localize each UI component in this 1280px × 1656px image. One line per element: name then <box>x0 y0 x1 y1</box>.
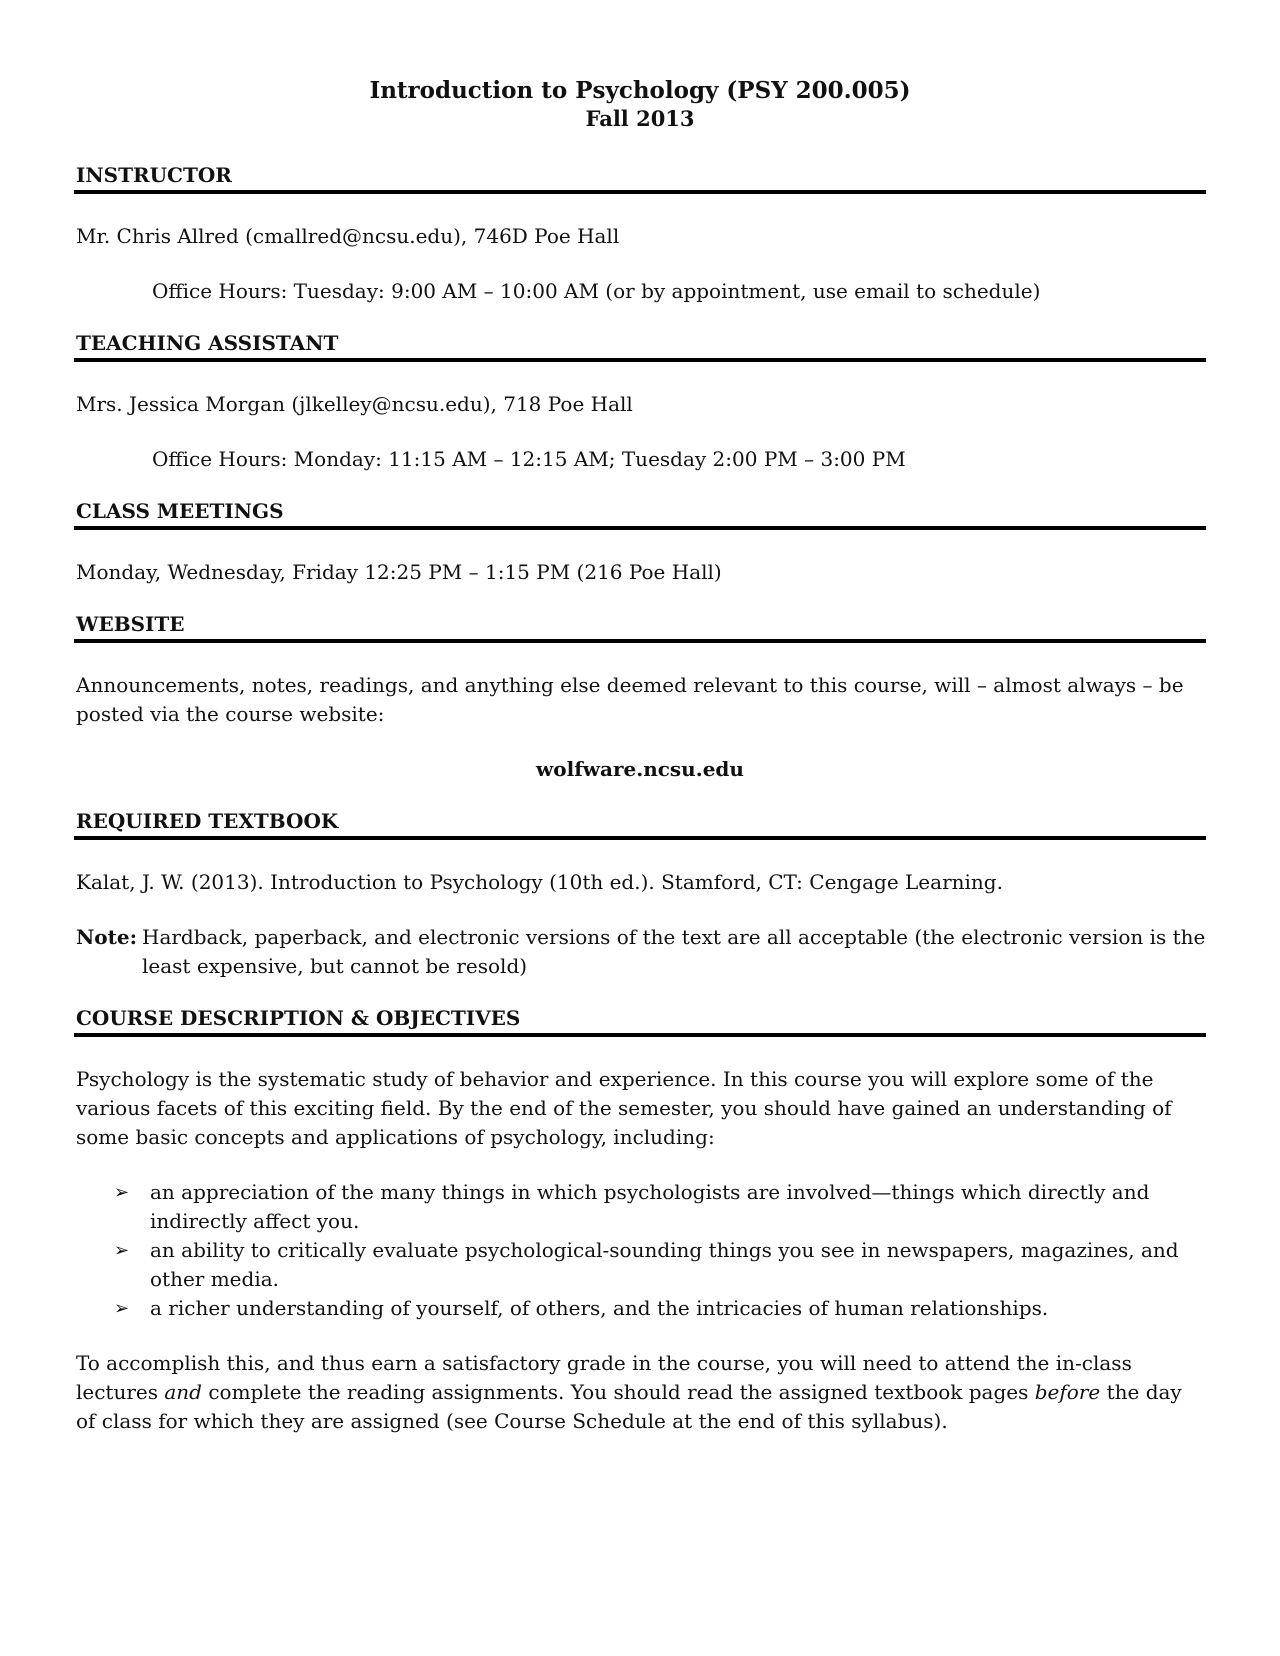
arrow-bullet-icon: ➢ <box>114 1182 130 1203</box>
textbook-note-label: Note: <box>76 925 137 949</box>
instructor-section <box>74 162 1206 306</box>
closing-emphasis-before: before <box>1034 1380 1101 1404</box>
description-section <box>74 1005 1206 1436</box>
textbook-citation: Kalat, J. W. (2013). Introduction to Psychology (10th ed.). Stamford, CT: Cengage Learning. <box>76 870 1003 894</box>
ta-office-hours: Office Hours: Monday: 11:15 AM – 12:15 AM; Tuesday 2:00 PM – 3:00 PM <box>152 447 906 471</box>
ta-rule <box>74 358 1206 362</box>
objective-text: an appreciation of the many things in which psychologists are involved—things which directly and indirectly affect you. <box>150 1180 1150 1233</box>
objective-text: an ability to critically evaluate psychological-sounding things you see in newspapers, magazines, and other media. <box>150 1238 1179 1291</box>
description-heading: COURSE DESCRIPTION & OBJECTIVES <box>76 1006 521 1030</box>
description-closing <box>74 1349 1206 1436</box>
ta-section <box>74 330 1206 474</box>
page-title: Introduction to Psychology (PSY 200.005) <box>369 77 911 104</box>
textbook-section <box>74 808 1206 981</box>
closing-emphasis-and: and <box>164 1380 202 1404</box>
objective-text: a richer understanding of yourself, of others, and the intricacies of human relationships. <box>150 1296 1049 1320</box>
ta-line: Mrs. Jessica Morgan (jlkelley@ncsu.edu), 718 Poe Hall <box>76 392 633 416</box>
arrow-bullet-icon: ➢ <box>114 1298 130 1319</box>
objective-item <box>114 1178 1206 1236</box>
objective-item <box>114 1236 1206 1294</box>
website-url[interactable]: wolfware.ncsu.edu <box>536 757 744 781</box>
website-section <box>74 611 1206 784</box>
instructor-heading: INSTRUCTOR <box>76 163 232 187</box>
website-heading: WEBSITE <box>76 612 185 636</box>
ta-heading: TEACHING ASSISTANT <box>76 331 339 355</box>
textbook-heading: REQUIRED TEXTBOOK <box>76 809 339 833</box>
closing-text-3: the day of class for which they are assigned (see Course Schedule at the end of this syllabus). <box>76 1380 1182 1433</box>
textbook-note-text: Hardback, paperback, and electronic versions of the text are all acceptable (the electronic version is the least expensive, but cannot be resold) <box>142 925 1206 978</box>
instructor-rule <box>74 190 1206 194</box>
class-meetings-heading: CLASS MEETINGS <box>76 499 284 523</box>
arrow-bullet-icon: ➢ <box>114 1240 130 1261</box>
objectives-list <box>74 1178 1206 1323</box>
objective-item <box>114 1294 1206 1323</box>
instructor-line: Mr. Chris Allred (cmallred@ncsu.edu), 746D Poe Hall <box>76 224 620 248</box>
page-term: Fall 2013 <box>585 106 695 131</box>
website-text: Announcements, notes, readings, and anything else deemed relevant to this course, will – almost always – be posted via the course website: <box>76 673 1184 726</box>
class-meetings-line: Monday, Wednesday, Friday 12:25 PM – 1:15 PM (216 Poe Hall) <box>76 560 722 584</box>
description-intro: Psychology is the systematic study of behavior and experience. In this course you will explore some of the various facets of this exciting field. By the end of the semester, you should have gained an understanding of some basic concepts and applications of psychology, including: <box>76 1067 1172 1149</box>
class-meetings-section <box>74 498 1206 587</box>
textbook-note <box>74 923 1206 981</box>
description-rule <box>74 1033 1206 1037</box>
textbook-rule <box>74 836 1206 840</box>
closing-text-2: complete the reading assignments. You should read the assigned textbook pages <box>201 1380 1035 1404</box>
instructor-office-hours: Office Hours: Tuesday: 9:00 AM – 10:00 AM (or by appointment, use email to schedule) <box>152 279 1041 303</box>
class-meetings-rule <box>74 526 1206 530</box>
website-rule <box>74 639 1206 643</box>
closing-text-1: To accomplish this, and thus earn a satisfactory grade in the course, you will need to attend the in-class lectures <box>76 1351 1132 1404</box>
